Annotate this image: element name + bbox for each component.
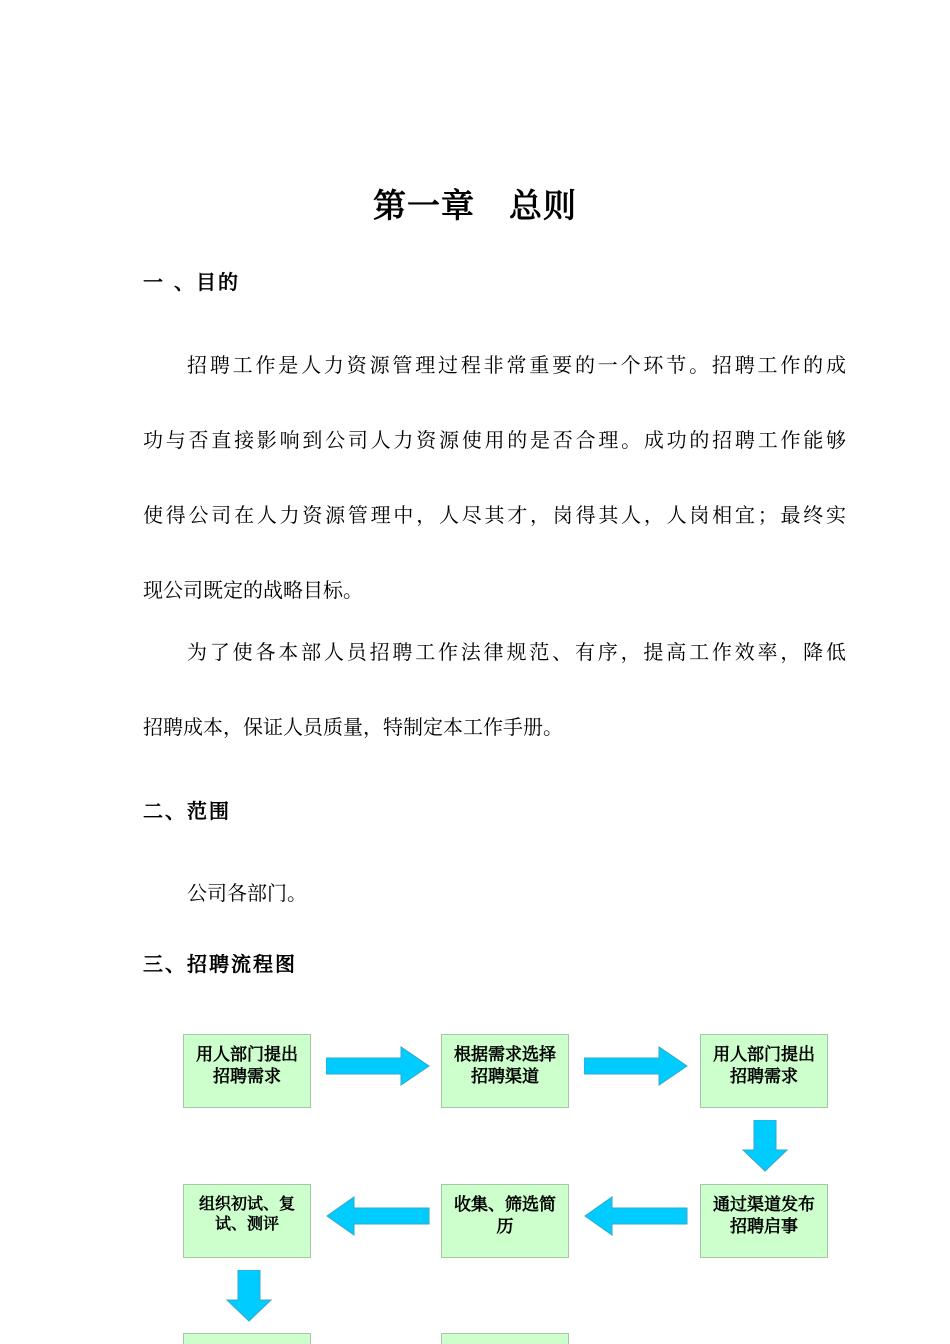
node-text-line: 通过渠道发布 [713,1195,815,1215]
section-heading-scope: 二、范围 [143,799,231,823]
flow-node-screen-resumes [441,1184,569,1258]
flow-node-partial [441,1333,569,1344]
arrow-left-icon [326,1196,430,1236]
flow-node-select-channel [441,1034,569,1108]
node-text-line: 组织初试、复 [198,1194,295,1213]
node-text-line: 用人部门提出 [713,1045,815,1065]
arrow-down-icon [742,1120,788,1172]
flow-node-interviews [183,1184,311,1258]
paragraph-line: 功与否直接影响到公司人力资源使用的是否合理。成功的招聘工作能够 [143,428,846,452]
node-text-line: 试、测评 [214,1214,279,1233]
paragraph-line: 现公司既定的战略目标。 [143,578,363,602]
arrow-left-icon [584,1196,688,1236]
node-text-line: 历 [496,1217,514,1237]
node-text-line: 用人部门提出 [196,1045,298,1065]
section-heading-purpose: 一 、目的 [143,270,240,294]
arrow-right-icon [584,1046,688,1086]
node-text-line: 招聘渠道 [471,1067,539,1087]
flow-node-partial [183,1333,311,1344]
flow-node-dept-request [183,1034,311,1108]
section-heading-flow: 三、招聘流程图 [143,952,297,976]
node-text-line: 招聘需求 [730,1067,798,1087]
node-text-line: 招聘需求 [213,1067,281,1087]
arrow-down-icon [226,1270,272,1322]
chapter-title: 第一章 总则 [373,186,577,225]
paragraph-line: 使得公司在人力资源管理中，人尽其才，岗得其人，人岗相宜；最终实 [143,503,846,527]
node-text-line: 招聘启事 [730,1217,798,1237]
scope-text: 公司各部门。 [187,881,307,905]
paragraph-line: 为了使各本部人员招聘工作法律规范、有序，提高工作效率，降低 [187,640,846,664]
arrow-right-icon [326,1046,430,1086]
node-text-line: 收集、筛选简 [454,1195,556,1215]
paragraph-line: 招聘工作是人力资源管理过程非常重要的一个环节。招聘工作的成 [187,353,846,377]
paragraph-line: 招聘成本，保证人员质量，特制定本工作手册。 [143,715,563,739]
flow-node-publish-notice [700,1184,828,1258]
node-text-line: 根据需求选择 [454,1045,556,1065]
flow-node-dept-request-2 [700,1034,828,1108]
